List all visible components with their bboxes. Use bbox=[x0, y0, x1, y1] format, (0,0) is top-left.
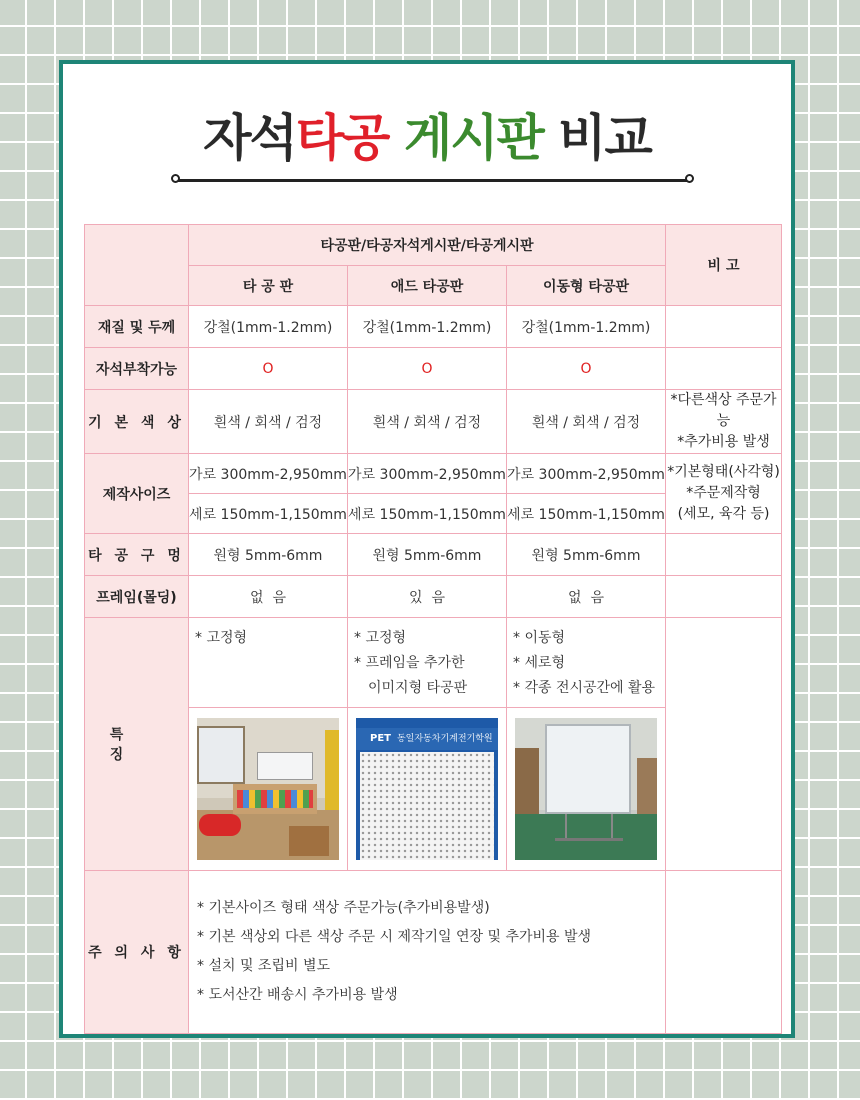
size-note-1: *기본형태(사각형) bbox=[667, 464, 780, 480]
hole-cell: 원형 5mm-6mm bbox=[348, 534, 507, 576]
row-label-size: 제작사이즈 bbox=[85, 454, 189, 534]
size-width-cell: 가로 300mm-2,950mm bbox=[348, 454, 507, 494]
row-label-magnet: 자석부착가능 bbox=[85, 348, 189, 390]
frame-cell: 있 음 bbox=[348, 576, 507, 618]
header-remark: 비 고 bbox=[666, 225, 782, 306]
row-label-caution: 주 의 사 항 bbox=[85, 871, 189, 1034]
magnet-cell: O bbox=[189, 348, 348, 390]
magnet-cell: O bbox=[507, 348, 666, 390]
header-col-2: 애드 타공판 bbox=[348, 266, 507, 306]
photo-cell-3 bbox=[507, 708, 666, 871]
material-cell: 강철(1mm-1.2mm) bbox=[189, 306, 348, 348]
pegboard-photo bbox=[356, 718, 498, 860]
caution-item: * 기본 색상외 다른 색상 주문 시 제작기일 연장 및 추가비용 발생 bbox=[197, 929, 592, 945]
pegboard-logo: PET bbox=[370, 733, 391, 744]
feature-item: * 이동형 bbox=[513, 630, 566, 646]
color-remark bbox=[666, 390, 782, 454]
row-label-material: 재질 및 두께 bbox=[85, 306, 189, 348]
size-height-cell: 세로 150mm-1,150mm bbox=[507, 494, 666, 534]
frame-cell: 없 음 bbox=[189, 576, 348, 618]
frame-cell: 없 음 bbox=[507, 576, 666, 618]
feature-item: 이미지형 타공판 bbox=[368, 680, 468, 696]
hole-cell: 원형 5mm-6mm bbox=[507, 534, 666, 576]
row-label-feature bbox=[85, 618, 189, 871]
feature-item: * 각종 전시공간에 활용 bbox=[513, 680, 656, 696]
size-remark bbox=[666, 454, 782, 534]
color-note-2: *추가비용 발생 bbox=[677, 434, 770, 450]
feature-item: * 세로형 bbox=[513, 655, 566, 671]
size-width-cell: 가로 300mm-2,950mm bbox=[507, 454, 666, 494]
caution-item: * 기본사이즈 형태 색상 주문가능(추가비용발생) bbox=[197, 900, 490, 916]
caution-item: * 도서산간 배송시 추가비용 발생 bbox=[197, 987, 398, 1003]
magnet-remark bbox=[666, 348, 782, 390]
material-cell: 강철(1mm-1.2mm) bbox=[507, 306, 666, 348]
title-part-magnet: 자석 bbox=[203, 109, 296, 167]
pegboard-header bbox=[356, 728, 498, 750]
feature-cell-3 bbox=[507, 618, 666, 708]
color-note-1: *다른색상 주문가능 bbox=[670, 392, 777, 429]
caution-remark bbox=[666, 871, 782, 1034]
header-group: 타공판/타공자석게시판/타공게시판 bbox=[189, 225, 666, 266]
color-cell: 흰색 / 회색 / 검정 bbox=[507, 390, 666, 454]
material-cell: 강철(1mm-1.2mm) bbox=[348, 306, 507, 348]
color-cell: 흰색 / 회색 / 검정 bbox=[189, 390, 348, 454]
photo-cell-1 bbox=[189, 708, 348, 871]
row-label-color: 기 본 색 상 bbox=[85, 390, 189, 454]
feature-item: * 고정형 bbox=[195, 630, 248, 646]
header-corner bbox=[85, 225, 189, 306]
size-width-cell: 가로 300mm-2,950mm bbox=[189, 454, 348, 494]
size-note-3: (세모, 육각 등) bbox=[677, 506, 770, 522]
feature-remark bbox=[666, 618, 782, 871]
underline-dot-right bbox=[685, 174, 694, 183]
magnet-cell: O bbox=[348, 348, 507, 390]
hole-remark bbox=[666, 534, 782, 576]
classroom-photo bbox=[197, 718, 339, 860]
feature-cell-1 bbox=[189, 618, 348, 708]
title-underline bbox=[175, 179, 689, 182]
feature-cell-2 bbox=[348, 618, 507, 708]
pegboard-text: 동일자동차기계전기학원 bbox=[396, 734, 493, 744]
material-remark bbox=[666, 306, 782, 348]
size-note-2: *주문제작형 bbox=[686, 485, 761, 501]
row-label-frame: 프레임(몰딩) bbox=[85, 576, 189, 618]
comparison-card bbox=[59, 60, 795, 1038]
frame-remark bbox=[666, 576, 782, 618]
header-col-3: 이동형 타공판 bbox=[507, 266, 666, 306]
page-title bbox=[63, 106, 791, 170]
color-cell: 흰색 / 회색 / 검정 bbox=[348, 390, 507, 454]
title-part-board: 게시판 bbox=[403, 109, 543, 167]
hole-cell: 원형 5mm-6mm bbox=[189, 534, 348, 576]
caution-cell bbox=[189, 871, 666, 1034]
size-height-cell: 세로 150mm-1,150mm bbox=[189, 494, 348, 534]
feature-item: * 프레임을 추가한 bbox=[354, 655, 465, 671]
row-label-hole: 타 공 구 멍 bbox=[85, 534, 189, 576]
photo-cell-2 bbox=[348, 708, 507, 871]
header-col-1: 타 공 판 bbox=[189, 266, 348, 306]
comparison-table bbox=[84, 224, 782, 1034]
feature-item: * 고정형 bbox=[354, 630, 407, 646]
feature-label-text: 특 징 bbox=[109, 727, 164, 763]
caution-item: * 설치 및 조립비 별도 bbox=[197, 958, 330, 974]
mobile-board-photo bbox=[515, 718, 657, 860]
underline-dot-left bbox=[171, 174, 180, 183]
title-part-compare: 비교 bbox=[558, 109, 651, 167]
title-part-perforated: 타공 bbox=[295, 109, 389, 167]
size-height-cell: 세로 150mm-1,150mm bbox=[348, 494, 507, 534]
